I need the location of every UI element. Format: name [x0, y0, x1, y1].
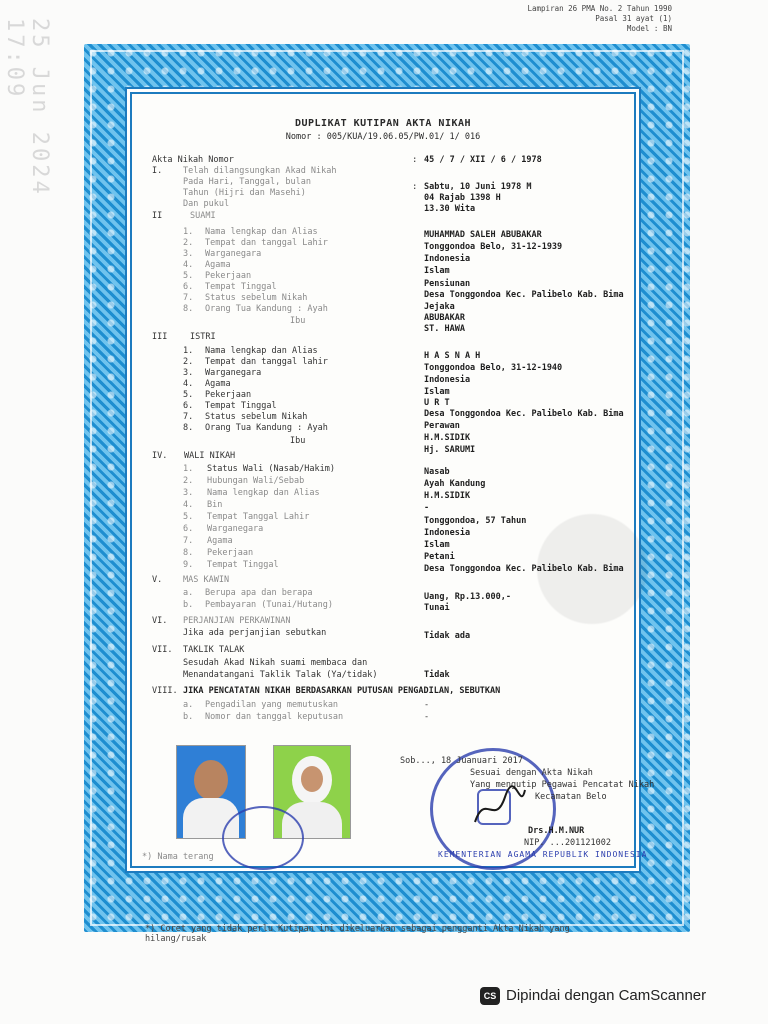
guardian-job: Petani: [424, 552, 455, 562]
section-VII-num: VII.: [152, 645, 173, 655]
section-I-line-4: Dan pukul: [183, 199, 230, 209]
wife-job-label: Pekerjaan: [205, 390, 252, 400]
camscanner-logo-icon: CS: [480, 987, 500, 1005]
wife-status: Perawan: [424, 421, 460, 431]
taklik-line-2: Menandatangani Taklik Talak (Ya/tidak): [183, 670, 378, 680]
row-num: 2.: [183, 476, 194, 486]
row-num: 5.: [183, 390, 194, 400]
footnote: *) Nama terang: [142, 852, 214, 862]
wife-mother: Hj. SARUMI: [424, 445, 476, 455]
husband-birth: Tonggondoa Belo, 31-12-1939: [424, 242, 563, 252]
husband-nationality-label: Warganegara: [205, 249, 262, 259]
section-I-line-2: Pada Hari, Tanggal, bulan: [183, 177, 311, 187]
row-num: 3.: [183, 249, 194, 259]
lampiran-line-2: Pasal 31 ayat (1): [595, 14, 672, 23]
row-num: b.: [183, 712, 194, 722]
husband-nationality: Indonesia: [424, 254, 471, 264]
husband-father: ABUBAKAR: [424, 313, 465, 323]
wedding-date-masehi: Sabtu, 10 Juni 1978 M: [424, 182, 532, 192]
court-value: -: [424, 700, 430, 710]
row-num: 9.: [183, 560, 194, 570]
bottom-note: *) Coret yang tidak perlu Kutipan ini dikeluarkan sebagai pengganti Akta Nikah yang: [145, 924, 570, 934]
taklik-value: Tidak: [424, 670, 450, 680]
wife-birth-label: Tempat dan tanggal lahir: [205, 357, 328, 367]
sign-line-1: Sesuai dengan Akta Nikah: [470, 768, 593, 778]
section-II-num: II: [152, 211, 163, 221]
guardian-bin: -: [424, 503, 430, 513]
husband-name-label: Nama lengkap dan Alias: [205, 227, 318, 237]
row-num: 2.: [183, 357, 194, 367]
section-VI-label: PERJANJIAN PERKAWINAN: [183, 616, 291, 626]
bottom-note-2: hilang/rusak: [145, 934, 207, 944]
row-num: a.: [183, 588, 194, 598]
guardian-address: Desa Tonggondoa Kec. Palibelo Kab. Bima: [424, 564, 624, 574]
husband-mother-label: Ibu: [290, 316, 306, 326]
section-V-label: MAS KAWIN: [183, 575, 230, 585]
row-num: 8.: [183, 304, 194, 314]
guardian-nationality: Indonesia: [424, 528, 471, 538]
guardian-address-label: Tempat Tinggal: [207, 560, 279, 570]
guardian-nationality-label: Warganegara: [207, 524, 264, 534]
section-VI-num: VI.: [152, 616, 168, 626]
decision-value: -: [424, 712, 430, 722]
dowry-payment-label: Pembayaran (Tunai/Hutang): [205, 600, 333, 610]
wife-religion-label: Agama: [205, 379, 231, 389]
akta-label: Akta Nikah Nomor: [152, 155, 234, 165]
row-num: 8.: [183, 423, 194, 433]
section-I-num: I.: [152, 166, 163, 176]
husband-status: Jejaka: [424, 302, 455, 312]
guardian-birth-label: Tempat Tanggal Lahir: [207, 512, 310, 522]
stamp-text: KEMENTERIAN AGAMA REPUBLIK INDONESIA: [438, 850, 648, 859]
document-title: DUPLIKAT KUTIPAN AKTA NIKAH: [294, 118, 472, 129]
dowry-payment: Tunai: [424, 603, 450, 613]
husband-father-label: Orang Tua Kandung : Ayah: [205, 304, 328, 314]
colon: :: [412, 155, 418, 165]
akta-value: 45 / 7 / XII / 6 / 1978: [424, 155, 542, 165]
lampiran-line-1: Lampiran 26 PMA No. 2 Tahun 1990: [527, 4, 672, 13]
scan-timestamp: 25 Jun 2024 17:09: [2, 18, 52, 197]
row-num: 5.: [183, 512, 194, 522]
husband-religion-label: Agama: [205, 260, 231, 270]
section-VII-label: TAKLIK TALAK: [183, 645, 245, 655]
guardian-relation-label: Hubungan Wali/Sebab: [207, 476, 305, 486]
colon: :: [412, 182, 418, 192]
face: [194, 760, 228, 800]
row-num: 1.: [183, 464, 194, 474]
section-I-line-3: Tahun (Hijri dan Masehi): [183, 188, 306, 198]
guardian-status: Nasab: [424, 467, 450, 477]
husband-status-label: Status sebelum Nikah: [205, 293, 308, 303]
agreement-label: Jika ada perjanjian sebutkan: [183, 628, 327, 638]
wife-birth: Tonggondoa Belo, 31-12-1940: [424, 363, 563, 373]
husband-address-label: Tempat Tinggal: [205, 282, 277, 292]
document-number: Nomor : 005/KUA/19.06.05/PW.01/ 1/ 016: [285, 132, 481, 142]
row-num: 6.: [183, 524, 194, 534]
wife-father-label: Orang Tua Kandung : Ayah: [205, 423, 328, 433]
row-num: 7.: [183, 412, 194, 422]
row-num: 6.: [183, 282, 194, 292]
row-num: 8.: [183, 548, 194, 558]
camscanner-footer: [480, 987, 706, 1005]
wife-name-label: Nama lengkap dan Alias: [205, 346, 318, 356]
section-VIII-num: VIII.: [152, 686, 178, 696]
wife-mother-label: Ibu: [290, 436, 306, 446]
guardian-name: H.M.SIDIK: [424, 491, 471, 501]
guardian-bin-label: Bin: [207, 500, 223, 510]
section-I-line-1: Telah dilangsungkan Akad Nikah: [183, 166, 337, 176]
officer-nip: NIP. ...201121002: [524, 838, 611, 848]
agreement-value: Tidak ada: [424, 631, 471, 641]
section-III-label: ISTRI: [190, 332, 216, 342]
row-num: 7.: [183, 293, 194, 303]
row-num: b.: [183, 600, 194, 610]
guardian-religion: Islam: [424, 540, 450, 550]
wife-address: Desa Tonggondoa Kec. Palibelo Kab. Bima: [424, 409, 624, 419]
husband-religion: Islam: [424, 266, 450, 276]
section-V-num: V.: [152, 575, 163, 585]
wife-nationality-label: Warganegara: [205, 368, 262, 378]
lampiran-line-3: Model : BN: [626, 24, 672, 33]
officer-name: Drs.H.M.NUR: [528, 826, 585, 836]
wife-job: U R T: [424, 398, 450, 408]
section-IV-label: WALI NIKAH: [184, 451, 236, 461]
dowry-form-label: Berupa apa dan berapa: [205, 588, 313, 598]
photo-stamp: [222, 806, 304, 870]
guardian-job-label: Pekerjaan: [207, 548, 254, 558]
husband-job: Pensiunan: [424, 279, 471, 289]
husband-birth-label: Tempat dan tanggal Lahir: [205, 238, 328, 248]
husband-job-label: Pekerjaan: [205, 271, 252, 281]
taklik-line-1: Sesudah Akad Nikah suami membaca dan: [183, 658, 368, 668]
face: [301, 766, 323, 792]
row-num: 4.: [183, 260, 194, 270]
guardian-relation: Ayah Kandung: [424, 479, 486, 489]
camscanner-label: Dipindai dengan CamScanner: [506, 987, 707, 1004]
wedding-date-hijri: 04 Rajab 1398 H: [424, 193, 501, 203]
row-num: 3.: [183, 488, 194, 498]
wife-address-label: Tempat Tinggal: [205, 401, 277, 411]
row-num: 1.: [183, 227, 194, 237]
row-num: 1.: [183, 346, 194, 356]
wife-religion: Islam: [424, 387, 450, 397]
guardian-religion-label: Agama: [207, 536, 233, 546]
section-II-label: SUAMI: [190, 211, 216, 221]
guardian-birth: Tonggondoa, 57 Tahun: [424, 516, 527, 526]
guardian-status-label: Status Wali (Nasab/Hakim): [207, 464, 335, 474]
wife-father: H.M.SIDIK: [424, 433, 471, 443]
husband-name: MUHAMMAD SALEH ABUBAKAR: [424, 230, 542, 240]
row-num: 3.: [183, 368, 194, 378]
row-num: 4.: [183, 379, 194, 389]
court-label: Pengadilan yang memutuskan: [205, 700, 339, 710]
husband-mother: ST. HAWA: [424, 324, 465, 334]
sign-line-3: Kecamatan Belo: [535, 792, 607, 802]
husband-address: Desa Tonggondoa Kec. Palibelo Kab. Bima: [424, 290, 624, 300]
section-III-num: III: [152, 332, 168, 342]
wedding-time: 13.30 Wita: [424, 204, 476, 214]
row-num: a.: [183, 700, 194, 710]
guardian-name-label: Nama lengkap dan Alias: [207, 488, 320, 498]
row-num: 4.: [183, 500, 194, 510]
row-num: 5.: [183, 271, 194, 281]
sign-date: Sob..., 18 Juanuari 2017: [400, 756, 523, 766]
wife-status-label: Status sebelum Nikah: [205, 412, 308, 422]
wife-nationality: Indonesia: [424, 375, 471, 385]
sign-line-2: Yang mengutip Pegawai Pencatat Nikah: [470, 780, 655, 790]
lampiran-note: [528, 4, 673, 34]
section-IV-num: IV.: [152, 451, 168, 461]
dowry-form: Uang, Rp.13.000,-: [424, 592, 511, 602]
row-num: 6.: [183, 401, 194, 411]
row-num: 7.: [183, 536, 194, 546]
row-num: 2.: [183, 238, 194, 248]
signature: [470, 782, 530, 832]
wife-name: H A S N A H: [424, 351, 481, 361]
section-VIII-label: JIKA PENCATATAN NIKAH BERDASARKAN PUTUSAN PENGADILAN, SEBUTKAN: [183, 686, 501, 696]
decision-label: Nomor dan tanggal keputusan: [205, 712, 344, 722]
